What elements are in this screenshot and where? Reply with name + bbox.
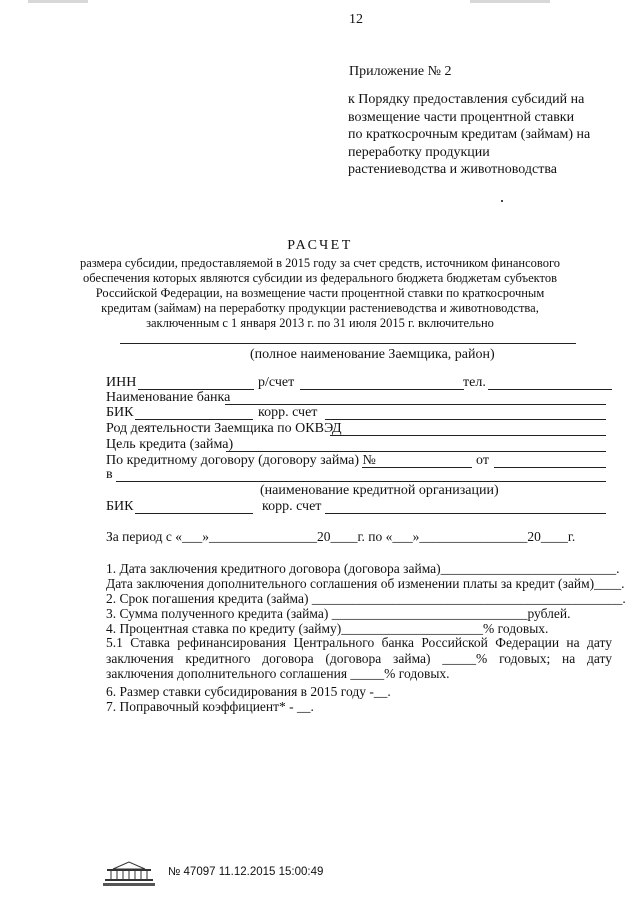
item-2[interactable]: 2. Срок погашения кредита (займа) ______________________________________________. (106, 591, 626, 606)
heading-line: Российской Федерации, на возмещение части процентной ставки по краткосрочным (95, 286, 545, 300)
scan-artifact (470, 0, 550, 3)
rs-field[interactable] (300, 389, 464, 390)
item-3[interactable]: 3. Сумма полученного кредита (займа) _____________________________рублей. (106, 606, 571, 621)
bik2-field[interactable] (135, 513, 253, 514)
item-1b[interactable]: Дата заключения дополнительного соглашения об изменении платы за кредит (займ)____. (106, 576, 625, 591)
bik2-label: БИК (106, 499, 134, 514)
org-caption: (наименование кредитной организации) (260, 483, 499, 498)
period-line[interactable]: За период с «___»________________20____г. по «___»________________20____г. (106, 529, 576, 544)
document-title: РАСЧЕТ (287, 238, 353, 253)
item-7[interactable]: 7. Поправочный коэффициент* - __. (106, 699, 314, 714)
scan-artifact (28, 0, 88, 3)
page-number: 12 (349, 12, 363, 27)
in-label: в (106, 467, 113, 482)
heading-line: обеспечения которых являются субсидии из федерального бюджета бюджетам субъектов (83, 271, 557, 285)
from-label: от (476, 453, 489, 468)
bik-label: БИК (106, 405, 134, 420)
contract-date-field[interactable] (494, 467, 606, 468)
item-5-1[interactable]: 5.1 Ставка рефинансирования Центрального банка Российской Федерации на дату заключения кредитного договора (договора займа) _____% годовых; на дату заключения дополнительного соглашения _____% годовых. (106, 635, 612, 681)
ks-label: корр. счет (258, 405, 318, 420)
contract-number-field[interactable] (362, 467, 472, 468)
annex-line: переработку продукции (348, 144, 490, 160)
borrower-name-line[interactable] (120, 343, 576, 344)
item-4[interactable]: 4. Процентная ставка по кредиту (займу)_____________________% годовых. (106, 621, 549, 636)
item-6[interactable]: 6. Размер ставки субсидирования в 2015 году -__. (106, 684, 391, 699)
annex-text (348, 91, 628, 179)
purpose-label: Цель кредита (займа) (106, 437, 234, 452)
ks-field[interactable] (325, 419, 606, 420)
borrower-caption: (полное наименование Заемщика, район) (250, 347, 495, 362)
annex-line: к Порядку предоставления субсидий на (348, 92, 585, 107)
okved-label: Род деятельности Заемщика по ОКВЭД (106, 421, 342, 436)
item-1[interactable]: 1. Дата заключения кредитного договора (договора займа)__________________________. (106, 561, 620, 576)
ks2-field[interactable] (325, 513, 606, 514)
annex-line: возмещение части процентной ставки (348, 109, 575, 125)
tel-label: тел. (463, 375, 486, 390)
annex-title: Приложение № 2 (349, 64, 452, 79)
heading-line: размера субсидии, предоставляемой в 2015 году за счет средств, источником финансового (79, 256, 561, 270)
tel-field[interactable] (488, 389, 612, 390)
heading-line: заключенным с 1 января 2013 г. по 31 июля 2015 г. включительно (146, 316, 494, 330)
inn-label: ИНН (106, 375, 137, 390)
okved-field[interactable] (330, 435, 606, 436)
annex-line: растениеводства и животноводства (348, 162, 557, 177)
building-stamp-icon (99, 859, 159, 887)
bank-name-label: Наименование банка (106, 390, 231, 405)
ks2-label: корр. счет (262, 499, 322, 514)
scan-dot (501, 200, 503, 202)
contract-label: По кредитному договору (договору займа) № (106, 453, 376, 468)
rs-label: р/счет (258, 375, 295, 390)
document-registration-number: № 47097 11.12.2015 15:00:49 (168, 866, 324, 878)
heading-line: кредитам (займам) на переработку продукции растениеводства и животноводства, (101, 301, 539, 315)
annex-line: по краткосрочным кредитам (займам) на (348, 127, 591, 142)
